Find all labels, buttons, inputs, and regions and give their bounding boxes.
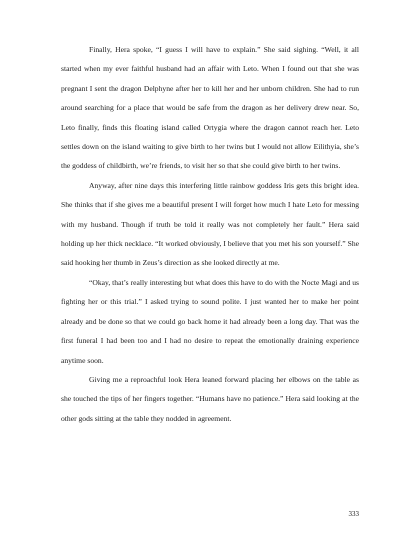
paragraph: Giving me a reproachful look Hera leaned forward placing her elbows on the table as she touched the tips of her fingers together. “Humans have no patience.” Hera said looking at the other gods sitting at the table they nodded in agreement. <box>61 374 359 423</box>
paragraph: “Okay, that’s really interesting but what does this have to do with the Nocte Magi and us fighting her or this trial.” I asked trying to sound polite. I just wanted her to make her point already and be done so that we could go back home it had already been a long day. That was the first funeral I had been too and I had no desire to repeat the emotionally draining experience anytime soon. <box>61 277 359 365</box>
paragraph: Finally, Hera spoke, “I guess I will have to explain.” She said sighing. “Well, it all started when my ever faithful husband had an affair with Leto. When I found out that she was pregnant I sent the dragon Delphyne after her to kill her and her unborn children. She had to run around searching for a place that would be safe from the dragon as her delivery drew near. So, Leto finally, finds this floating island called Ortygia where the dragon cannot reach her. Leto settles down on the island waiting to give birth to her twins but I would not allow Eilithyia, she’s the goddess of childbirth, we’re friends, to visit her so that she could give birth to her twins. <box>61 45 359 171</box>
paragraph: Anyway, after nine days this interfering little rainbow goddess Iris gets this bright idea. She thinks that if she gives me a beautiful present I will forget how much I hate Leto for messing with my husband. Though if truth be told it really was not completely her fault.” Hera said holding up her thick necklace. “It worked obviously, I believe that you met his son yourself.” She said hooking her thumb in Zeus’s direction as she looked directly at me. <box>61 180 359 268</box>
body-text <box>61 40 359 428</box>
page-number: 333 <box>348 510 359 518</box>
